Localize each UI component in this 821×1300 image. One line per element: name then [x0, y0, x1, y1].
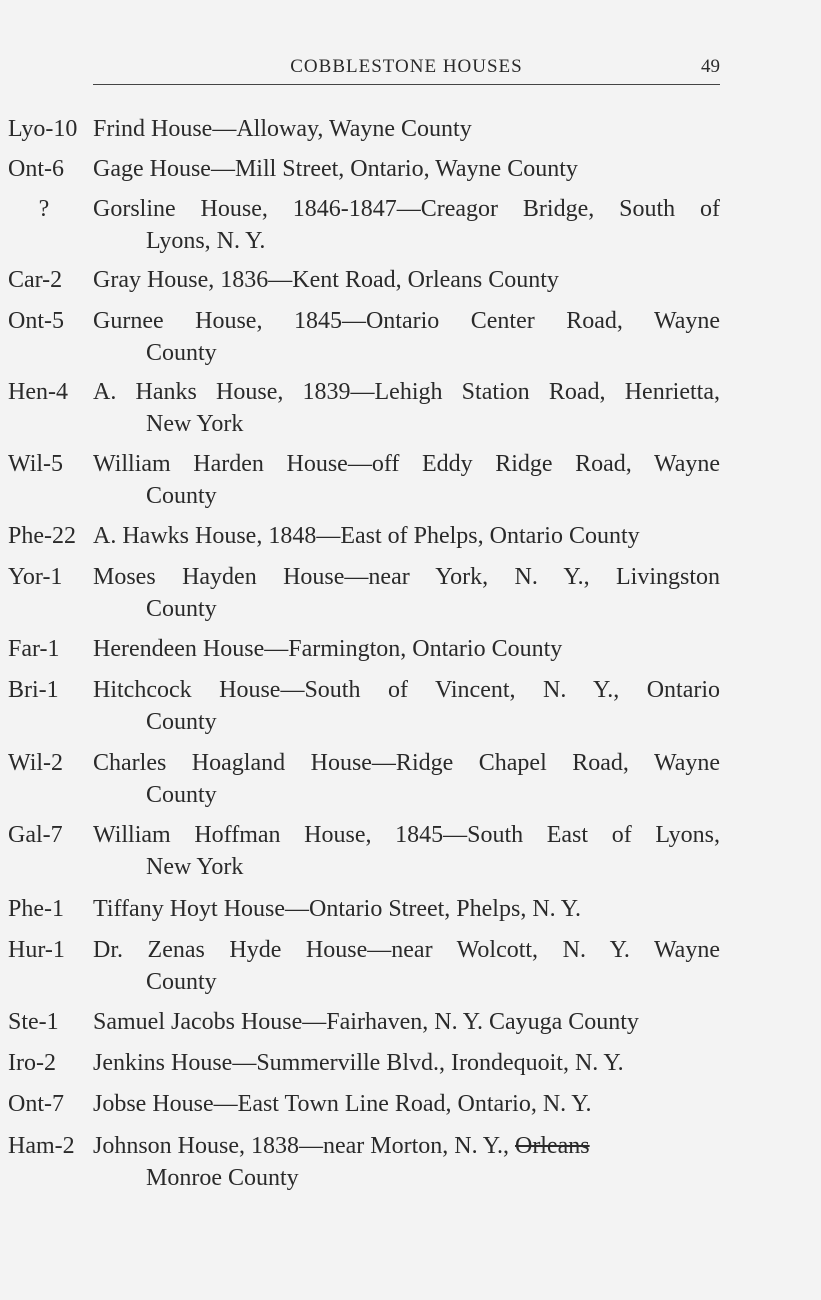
- entry-code: Ont-6: [8, 156, 64, 182]
- entry-description: Gray House, 1836—Kent Road, Orleans County: [93, 267, 559, 293]
- entry-line-2: County: [146, 483, 217, 509]
- entry-description: [93, 674, 720, 738]
- entry-code: Iro-2: [8, 1050, 56, 1076]
- entry-code: Far-1: [8, 636, 60, 662]
- entry-line-2: County: [146, 709, 217, 735]
- entry-line-2: New York: [146, 411, 244, 437]
- entry-code: Ont-7: [8, 1091, 64, 1117]
- entry-description: [93, 1130, 720, 1194]
- entry-code: ?: [38, 196, 50, 222]
- entry-description: [93, 376, 720, 440]
- struck-text: Orleans: [514, 1133, 590, 1159]
- entry-line-2: Lyons, N. Y.: [146, 228, 266, 254]
- entry-code: Ham-2: [8, 1133, 75, 1159]
- entry-line-1: A. Hanks House, 1839—Lehigh Station Road, Henrietta,: [93, 379, 720, 405]
- entry-line-2: Monroe County: [146, 1165, 299, 1191]
- entry-code: Car-2: [8, 267, 63, 293]
- entry-line-2: County: [146, 969, 217, 995]
- entry-code: Wil-2: [8, 750, 64, 776]
- entry-line-1: [93, 1130, 720, 1162]
- entry-line-1: William Hoffman House, 1845—South East of Lyons,: [93, 822, 720, 848]
- entry-code: Ont-5: [8, 308, 64, 334]
- page-number: 49: [701, 56, 720, 77]
- entry-description: [93, 448, 720, 512]
- entry-code: Phe-22: [8, 523, 76, 549]
- entry-description: [93, 561, 720, 625]
- entry-line-1: Hitchcock House—South of Vincent, N. Y., Ontario: [93, 677, 720, 703]
- entry-line-1: William Harden House—off Eddy Ridge Road, Wayne: [93, 451, 720, 477]
- entry-description: A. Hawks House, 1848—East of Phelps, Ontario County: [93, 523, 640, 549]
- entry-description: Samuel Jacobs House—Fairhaven, N. Y. Cayuga County: [93, 1009, 639, 1035]
- entry-code: Bri-1: [8, 677, 59, 703]
- entry-line-2: County: [146, 340, 217, 366]
- entry-description: [93, 193, 720, 257]
- entry-line-2: County: [146, 596, 217, 622]
- entry-code: Phe-1: [8, 896, 64, 922]
- entry-description: Jobse House—East Town Line Road, Ontario, N. Y.: [93, 1091, 592, 1117]
- entry-line-1: Gorsline House, 1846-1847—Creagor Bridge, South of: [93, 196, 720, 222]
- entry-code: Yor-1: [8, 564, 63, 590]
- entry-code: Lyo-10: [8, 116, 78, 142]
- entry-line-1-text: Johnson House, 1838—near Morton, N. Y.,: [93, 1133, 509, 1159]
- entry-description: Tiffany Hoyt House—Ontario Street, Phelps, N. Y.: [93, 896, 581, 922]
- entry-line-2: New York: [146, 854, 244, 880]
- entry-description: Herendeen House—Farmington, Ontario County: [93, 636, 563, 662]
- entry-description: [93, 747, 720, 811]
- entry-line-1: Gurnee House, 1845—Ontario Center Road, Wayne: [93, 308, 720, 334]
- entry-code: Wil-5: [8, 451, 64, 477]
- entry-line-1: Charles Hoagland House—Ridge Chapel Road, Wayne: [93, 750, 720, 776]
- entry-description: Gage House—Mill Street, Ontario, Wayne County: [93, 156, 578, 182]
- entry-code: Gal-7: [8, 822, 63, 848]
- entry-description: [93, 819, 720, 883]
- entry-description: [93, 934, 720, 998]
- running-header: [93, 56, 720, 85]
- entry-line-1: Dr. Zenas Hyde House—near Wolcott, N. Y. Wayne: [93, 937, 720, 963]
- entry-description: Frind House—Alloway, Wayne County: [93, 116, 472, 142]
- entry-line-2: County: [146, 782, 217, 808]
- entry-line-1: Moses Hayden House—near York, N. Y., Livingston: [93, 564, 720, 590]
- entry-code: Ste-1: [8, 1009, 59, 1035]
- entry-code: Hur-1: [8, 937, 65, 963]
- entry-description: [93, 305, 720, 369]
- entry-description: Jenkins House—Summerville Blvd., Irondequoit, N. Y.: [93, 1050, 624, 1076]
- entry-code: Hen-4: [8, 379, 68, 405]
- running-title: COBBLESTONE HOUSES: [290, 56, 523, 77]
